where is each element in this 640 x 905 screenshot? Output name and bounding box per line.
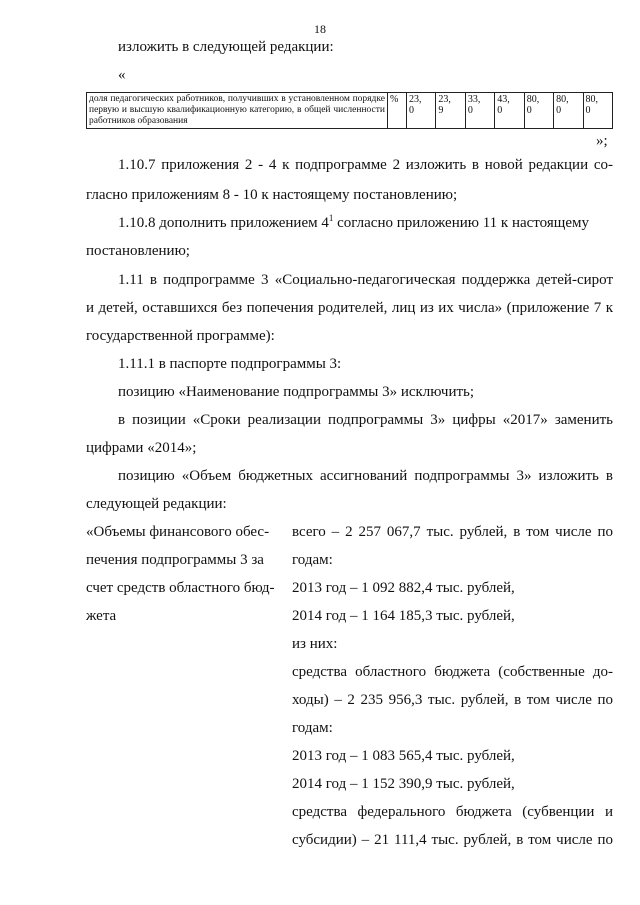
paragraph-3-line-3: государственной программе): — [86, 328, 275, 344]
paragraph-4: 1.11.1 в паспорте подпрограммы 3: — [118, 356, 342, 372]
paragraph-3-line-2: и детей, оставшихся без попечения родителей, лиц из их числа» (приложение 7 к — [86, 300, 613, 316]
paragraph-5: позицию «Наименование подпрограммы 3» исключить; — [118, 384, 475, 400]
left-block-line: «Объемы финансового обес- — [86, 524, 270, 540]
paragraph-3-line-1: 1.11 в подпрограмме 3 «Социально-педагогическая поддержка детей-сирот — [118, 272, 613, 288]
paragraph-6-line-2: цифрами «2014»; — [86, 440, 197, 456]
open-quote: « — [118, 67, 126, 83]
indicator-value: 23, 9 — [436, 93, 465, 129]
right-block-line: субсидии) – 21 111,4 тыс. рублей, в том числе по — [292, 832, 613, 848]
paragraph-6-line-1: в позиции «Сроки реализации подпрограммы 3» цифры «2017» заменить — [118, 412, 613, 428]
left-block-line: счет средств областного бюд- — [86, 580, 275, 596]
right-block-line: 2014 год – 1 164 185,3 тыс. рублей, — [292, 608, 515, 624]
paragraph-2-text-b: согласно приложению 11 к настоящему — [333, 215, 589, 231]
indicator-value: 80, 0 — [554, 93, 583, 129]
left-block-line: печения подпрограммы 3 за — [86, 552, 264, 568]
right-block-line: ходы) – 2 235 956,3 тыс. рублей, в том числе по — [292, 692, 613, 708]
paragraph-7-line-2: следующей редакции: — [86, 496, 227, 512]
close-quote: »; — [596, 133, 608, 149]
indicator-table — [86, 92, 613, 129]
indicator-value: 43, 0 — [495, 93, 524, 129]
superscript: 1 — [328, 213, 334, 223]
left-block-line: жета — [86, 608, 117, 624]
right-block-line: из них: — [292, 636, 338, 652]
paragraph-2-text-a: 1.10.8 дополнить приложением 4 — [118, 215, 329, 231]
indicator-description: доля педагогических работников, получивших в установленном порядке первую и высшую квалификационную категорию, в общей численности работников образования — [87, 93, 388, 129]
intro-line: изложить в следующей редакции: — [118, 39, 334, 55]
page-number: 18 — [314, 22, 326, 36]
paragraph-7-line-1: позицию «Объем бюджетных ассигнований подпрограммы 3» изложить в — [118, 468, 613, 484]
paragraph-2-line-1 — [118, 214, 613, 232]
indicator-value: 33, 0 — [465, 93, 494, 129]
paragraph-2-line-2: постановлению; — [86, 243, 190, 259]
table-row — [87, 93, 613, 129]
right-block-line: годам: — [292, 720, 333, 736]
right-block-line: средства федерального бюджета (субвенции и — [292, 804, 613, 820]
right-block-line: 2014 год – 1 152 390,9 тыс. рублей, — [292, 776, 515, 792]
paragraph-1-line-2: гласно приложениям 8 - 10 к настоящему постановлению; — [86, 187, 458, 203]
right-block-line: годам: — [292, 552, 333, 568]
right-block-line: 2013 год – 1 083 565,4 тыс. рублей, — [292, 748, 515, 764]
indicator-value: 80, 0 — [583, 93, 612, 129]
right-block-line: всего – 2 257 067,7 тыс. рублей, в том числе по — [292, 524, 613, 540]
indicator-value: 80, 0 — [524, 93, 553, 129]
right-block-line: 2013 год – 1 092 882,4 тыс. рублей, — [292, 580, 515, 596]
paragraph-1-line-1: 1.10.7 приложения 2 - 4 к подпрограмме 2 изложить в новой редакции со- — [118, 157, 613, 173]
indicator-unit: % — [388, 93, 407, 129]
right-block-line: средства областного бюджета (собственные до- — [292, 664, 613, 680]
indicator-value: 23, 0 — [407, 93, 436, 129]
